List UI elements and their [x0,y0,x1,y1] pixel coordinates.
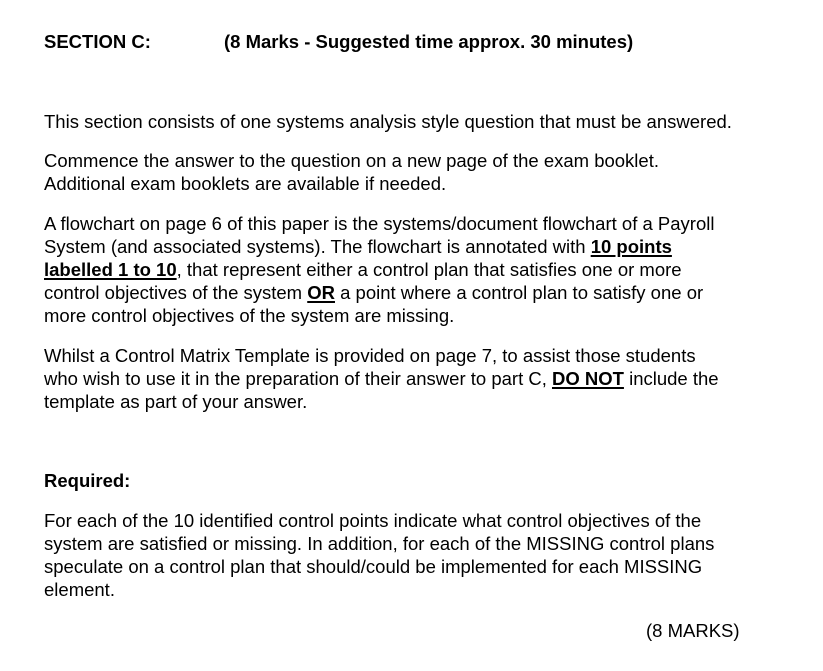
section-heading [44,30,633,54]
section-marks-info: (8 Marks - Suggested time approx. 30 minutes) [224,31,634,52]
booklet-line-1: Commence the answer to the question on a new page of the exam booklet. [44,150,659,171]
template-line-2-post: include the [623,368,719,389]
points-emphasis: 10 points [590,236,672,257]
marks-total: (8 MARKS) [646,620,740,641]
required-line-2: system are satisfied or missing. In addition, for each of the MISSING control plans [44,533,715,554]
intro-line-1: This section consists of one systems analysis style question that must be answered. [44,111,732,132]
do-not-emphasis: DO NOT [551,368,624,389]
template-paragraph [44,344,804,413]
flowchart-line-4 [44,281,804,304]
flowchart-line-2 [44,235,804,258]
intro-paragraph [44,110,804,133]
flowchart-line-3 [44,258,804,281]
required-line-1: For each of the 10 identified control points indicate what control objectives of the [44,510,702,531]
template-line-3: template as part of your answer. [44,391,308,412]
template-line-2 [44,367,804,390]
flowchart-line-4-post: a point where a control plan to satisfy one or [334,282,704,303]
flowchart-line-5: more control objectives of the system are missing. [44,305,455,326]
required-line-3: speculate on a control plan that should/could be implemented for each MISSING [44,556,703,577]
flowchart-line-4-pre: control objectives of the system [44,282,308,303]
booklet-line-2: Additional exam booklets are available if needed. [44,173,447,194]
required-heading: Required: [44,470,131,491]
required-paragraph [44,509,804,601]
labelled-emphasis: labelled 1 to 10 [44,259,177,280]
required-line-4: element. [44,579,115,600]
template-line-2-pre: who wish to use it in the preparation of their answer to part C, [44,368,552,389]
flowchart-line-3-text: , that represent either a control plan that satisfies one or more [176,259,682,280]
template-line-1: Whilst a Control Matrix Template is provided on page 7, to assist those students [44,345,696,366]
or-emphasis: OR [307,282,335,303]
flowchart-paragraph [44,212,804,327]
flowchart-line-1: A flowchart on page 6 of this paper is the systems/document flowchart of a Payroll [44,213,715,234]
flowchart-line-2-text: System (and associated systems). The flowchart is annotated with [44,236,591,257]
booklet-paragraph [44,149,804,195]
section-label: SECTION C: [44,31,151,52]
